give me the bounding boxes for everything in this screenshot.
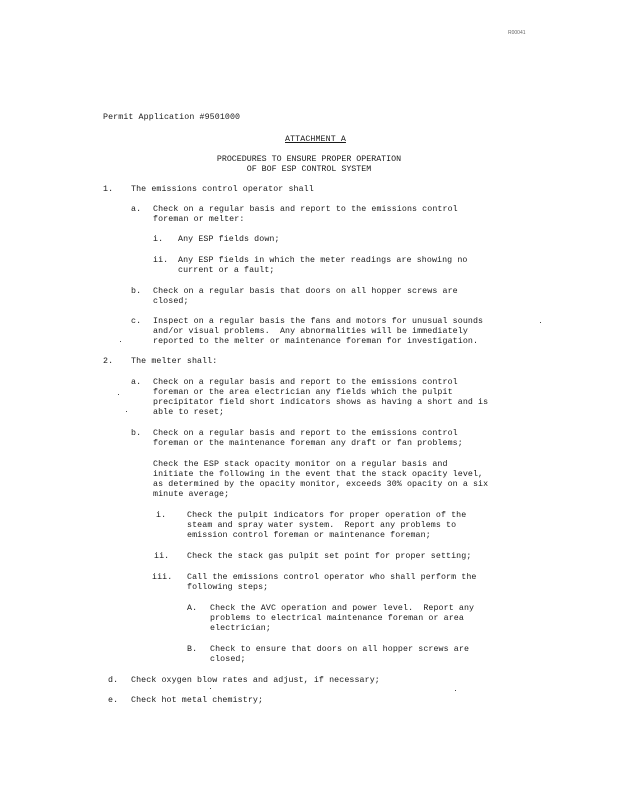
opacity-para-line4: minute average; xyxy=(153,490,230,499)
item-1c-line3: reported to the melter or maintenance foreman for investigation. xyxy=(153,337,479,346)
item-2b-line2: foreman or the maintenance foreman any draft or fan problems; xyxy=(153,439,463,448)
item-1c-line2: and/or visual problems. Any abnormalities will be immediately xyxy=(153,327,468,336)
item-1a-ii-label: ii. xyxy=(153,256,169,265)
scan-speck xyxy=(210,688,211,689)
item-2-iii-line1: Call the emissions control operator who shall perform the xyxy=(187,573,477,582)
step-A-line1: Check the AVC operation and power level. Report any xyxy=(210,604,475,613)
attachment-title: ATTACHMENT A xyxy=(285,135,346,144)
scan-speck xyxy=(120,341,121,342)
step-A-line3: electrician; xyxy=(210,624,271,633)
opacity-para-line3: as determined by the opacity monitor, exceeds 30% opacity on a six xyxy=(153,480,489,489)
scan-speck xyxy=(540,322,541,323)
item-2a-line4: able to reset; xyxy=(153,408,225,417)
step-B-line1: Check to ensure that doors on all hopper screws are xyxy=(210,645,470,654)
heading-line-2: OF BOF ESP CONTROL SYSTEM xyxy=(246,165,372,174)
item-2-i-line2: steam and spray water system. Report any problems to xyxy=(187,521,457,530)
item-1a-line2: foreman or melter: xyxy=(153,215,245,224)
item-2a-line3: precipitator field short indicators shows as having a short and is xyxy=(153,398,489,407)
scan-speck xyxy=(118,394,119,395)
item-2-i-line1: Check the pulpit indicators for proper operation of the xyxy=(187,511,467,520)
opacity-para-line2: initiate the following in the event that the stack opacity level, xyxy=(153,470,484,479)
heading-line-1: PROCEDURES TO ENSURE PROPER OPERATION xyxy=(216,155,402,164)
item-1a-i-label: i. xyxy=(153,235,164,244)
item-1a-line1: Check on a regular basis and report to the emissions control xyxy=(153,205,458,214)
item-2d-text: Check oxygen blow rates and adjust, if necessary; xyxy=(131,676,380,685)
step-A-line2: problems to electrical maintenance foreman or area xyxy=(210,614,464,623)
item-1b-line1: Check on a regular basis that doors on all hopper screws are xyxy=(153,287,458,296)
scan-speck xyxy=(126,411,127,412)
item-1a-label: a. xyxy=(131,205,142,214)
item-1a-ii-line1: Any ESP fields in which the meter readings are showing no xyxy=(178,256,468,265)
item-2-iii-label: iii. xyxy=(152,573,173,582)
item-2-ii-label: ii. xyxy=(154,552,170,561)
item-1a-i-text: Any ESP fields down; xyxy=(178,235,280,244)
step-B-label: B. xyxy=(187,645,198,654)
item-2a-line2: foreman or the area electrician any fields which the pulpit xyxy=(153,388,453,397)
item-2e-label: e. xyxy=(108,696,119,705)
item-2b-label: b. xyxy=(131,429,142,438)
item-1b-line2: closed; xyxy=(153,297,189,306)
item-2a-label: a. xyxy=(131,378,142,387)
item-1a-ii-line2: current or a fault; xyxy=(178,266,275,275)
item-1c-line1: Inspect on a regular basis the fans and motors for unusual sounds xyxy=(153,317,484,326)
opacity-para-line1: Check the ESP stack opacity monitor on a regular basis and xyxy=(153,460,448,469)
item-1b-label: b. xyxy=(131,287,142,296)
item-1c-label: c. xyxy=(131,317,142,326)
section-2-text: The melter shall: xyxy=(131,357,218,366)
step-B-line2: closed; xyxy=(210,655,246,664)
item-2-i-label: i. xyxy=(156,511,167,520)
item-2a-line1: Check on a regular basis and report to the emissions control xyxy=(153,378,458,387)
item-2-iii-line2: following steps; xyxy=(187,583,269,592)
item-2b-line1: Check on a regular basis and report to the emissions control xyxy=(153,429,458,438)
item-2-ii-text: Check the stack gas pulpit set point for proper setting; xyxy=(187,552,472,561)
item-2-i-line3: emission control foreman or maintenance foreman; xyxy=(187,531,431,540)
section-1-text: The emissions control operator shall xyxy=(131,185,314,194)
section-2-number: 2. xyxy=(103,357,114,366)
section-1-number: 1. xyxy=(103,185,114,194)
item-2e-text: Check hot metal chemistry; xyxy=(131,696,264,705)
item-2d-label: d. xyxy=(108,676,119,685)
step-A-label: A. xyxy=(187,604,198,613)
scan-speck xyxy=(455,690,456,691)
page-stamp: R00041 xyxy=(508,30,526,36)
permit-header: Permit Application #9501000 xyxy=(103,113,241,122)
